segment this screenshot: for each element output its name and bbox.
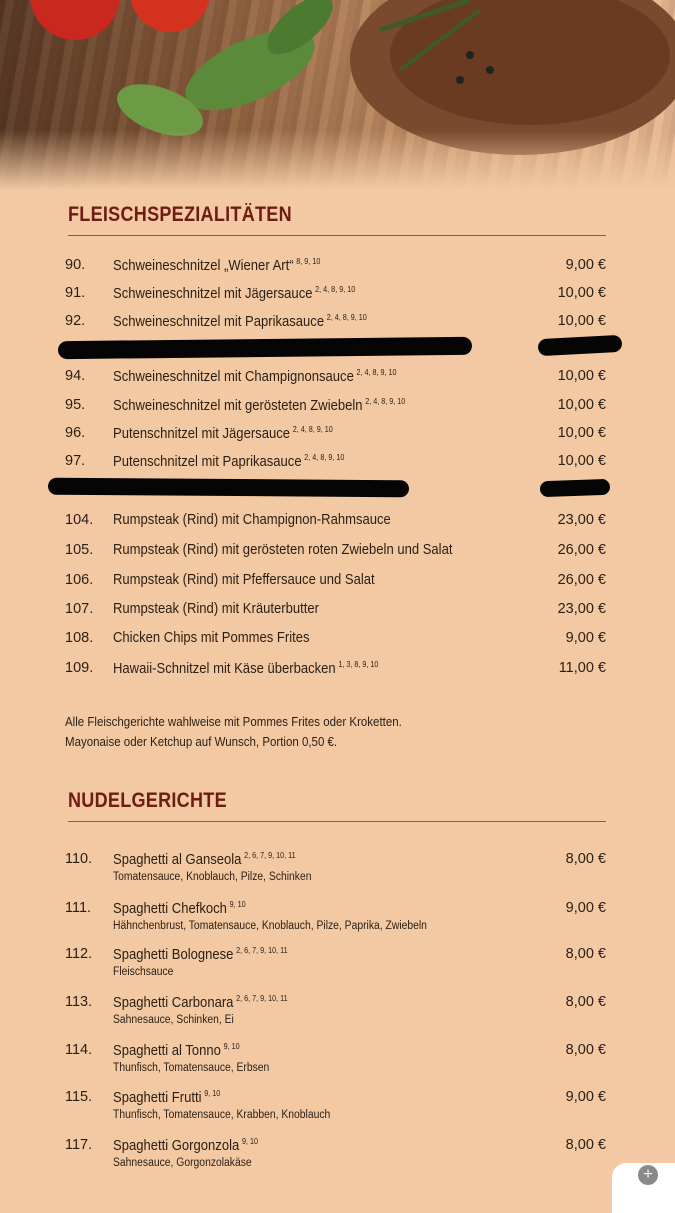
menu-item: [65, 397, 606, 421]
item-number: 106.: [65, 572, 94, 588]
section-divider: [68, 235, 606, 236]
item-price: 9,00 €: [565, 630, 606, 646]
section-title: FLEISCHSPEZIALITÄTEN: [68, 203, 292, 226]
menu-item: [65, 630, 606, 654]
item-number: 95.: [65, 397, 86, 413]
item-number: 112.: [65, 946, 93, 962]
item-price: 9,00 €: [565, 1089, 606, 1105]
menu-item: [65, 900, 606, 940]
item-name: Rumpsteak (Rind) mit Pfeffersauce und Salat: [113, 572, 375, 588]
allergen-codes: 2, 4, 8, 9, 10: [315, 285, 356, 294]
item-name: Putenschnitzel mit Paprikasauce $^{2, 4, 8, 9, 10}$: [113, 453, 345, 470]
item-price: 26,00 €: [557, 572, 606, 588]
item-price: 8,00 €: [565, 946, 606, 962]
item-price: 23,00 €: [557, 601, 606, 617]
item-name: Spaghetti Chefkoch $^{9, 10}$: [113, 900, 246, 917]
menu-item: [65, 572, 606, 596]
item-description: Thunfisch, Tomatensauce, Krabben, Knoblauch: [113, 1109, 331, 1121]
item-description: Thunfisch, Tomatensauce, Erbsen: [113, 1062, 270, 1074]
item-price: 10,00 €: [557, 453, 606, 469]
allergen-codes: 8, 9, 10: [296, 257, 321, 266]
item-name: Rumpsteak (Rind) mit Champignon-Rahmsauce: [113, 512, 391, 528]
item-price: 10,00 €: [557, 368, 606, 384]
item-name: Schweineschnitzel mit gerösteten Zwiebeln $^{2, 4, 8, 9, 10}$: [113, 397, 406, 414]
menu-item: [65, 851, 606, 891]
item-name: Spaghetti Gorgonzola $^{9, 10}$: [113, 1137, 258, 1154]
item-name: Schweineschnitzel mit Paprikasauce $^{2, 4, 8, 9, 10}$: [113, 313, 367, 330]
item-name: Spaghetti Frutti $^{9, 10}$: [113, 1089, 221, 1106]
item-number: 91.: [65, 285, 86, 301]
allergen-codes: 9, 10: [204, 1089, 221, 1098]
item-price: 10,00 €: [557, 285, 606, 301]
redaction-mark: [48, 478, 409, 498]
item-number: 90.: [65, 257, 86, 273]
item-price: 11,00 €: [558, 660, 606, 676]
header-food-photo: [0, 0, 675, 190]
item-price: 10,00 €: [557, 397, 606, 413]
item-name: Putenschnitzel mit Jägersauce $^{2, 4, 8, 9, 10}$: [113, 425, 333, 442]
floating-action-button[interactable]: [612, 1163, 675, 1213]
item-name: Schweineschnitzel mit Jägersauce $^{2, 4, 8, 9, 10}$: [113, 285, 356, 302]
allergen-codes: 2, 4, 8, 9, 10: [356, 368, 397, 377]
item-price: 8,00 €: [565, 851, 606, 867]
menu-item: [65, 946, 606, 986]
allergen-codes: 9, 10: [229, 900, 246, 909]
item-description: Tomatensauce, Knoblauch, Pilze, Schinken: [113, 871, 312, 883]
menu-item: [65, 601, 606, 625]
allergen-codes: 2, 4, 8, 9, 10: [304, 453, 345, 462]
item-price: 8,00 €: [565, 994, 606, 1010]
item-number: 110.: [65, 851, 93, 867]
item-price: 9,00 €: [565, 257, 606, 273]
item-number: 105.: [65, 542, 94, 558]
redaction-mark: [540, 479, 611, 497]
item-description: Sahnesauce, Schinken, Ei: [113, 1014, 234, 1026]
menu-item: [65, 994, 606, 1034]
menu-item: [65, 1042, 606, 1082]
item-name: Chicken Chips mit Pommes Frites: [113, 630, 310, 646]
allergen-codes: 9, 10: [223, 1042, 240, 1051]
allergen-codes: 2, 4, 8, 9, 10: [292, 425, 333, 434]
section-fleischspezialitaeten: [68, 203, 606, 236]
item-number: 115.: [65, 1089, 93, 1105]
allergen-codes: 1, 3, 8, 9, 10: [338, 660, 379, 669]
menu-item: [65, 512, 606, 536]
note-line: Mayonaise oder Ketchup auf Wunsch, Portion 0,50 €.: [65, 735, 338, 749]
menu-item: [65, 368, 606, 392]
item-number: 94.: [65, 368, 86, 384]
item-name: Spaghetti al Ganseola $^{2, 6, 7, 9, 10, 11}$: [113, 851, 296, 868]
item-number: 104.: [65, 512, 94, 528]
item-name: Hawaii-Schnitzel mit Käse überbacken $^{1, 3, 8, 9, 10}$: [113, 660, 379, 677]
menu-item: [65, 425, 606, 449]
menu-item: [65, 453, 606, 477]
menu-item: [65, 1089, 606, 1129]
menu-item: [65, 660, 606, 684]
item-number: 117.: [65, 1137, 93, 1153]
item-description: Hähnchenbrust, Tomatensauce, Knoblauch, Pilze, Paprika, Zwiebeln: [113, 920, 427, 932]
item-price: 10,00 €: [557, 425, 606, 441]
item-name: Rumpsteak (Rind) mit gerösteten roten Zwiebeln und Salat: [113, 542, 453, 558]
item-name: Spaghetti Carbonara $^{2, 6, 7, 9, 10, 11}$: [113, 994, 288, 1011]
item-number: 108.: [65, 630, 94, 646]
redaction-mark: [538, 335, 623, 356]
menu-item: [65, 1137, 606, 1177]
allergen-codes: 2, 6, 7, 9, 10, 11: [236, 994, 288, 1003]
item-price: 8,00 €: [565, 1042, 606, 1058]
item-name: Rumpsteak (Rind) mit Kräuterbutter: [113, 601, 319, 617]
redaction-mark: [58, 337, 472, 359]
menu-item: [65, 285, 606, 309]
item-number: 111.: [65, 900, 92, 916]
add-icon: +: [638, 1165, 658, 1185]
note-line: Alle Fleischgerichte wahlweise mit Pommes Frites oder Kroketten.: [65, 715, 402, 729]
side-dish-note: [65, 712, 402, 752]
allergen-codes: 2, 6, 7, 9, 10, 11: [244, 851, 296, 860]
item-name: Spaghetti Bolognese $^{2, 6, 7, 9, 10, 11}$: [113, 946, 288, 963]
item-number: 113.: [65, 994, 93, 1010]
menu-item: [65, 313, 606, 337]
item-number: 92.: [65, 313, 86, 329]
item-description: Fleischsauce: [113, 966, 174, 978]
section-title: NUDELGERICHTE: [68, 789, 227, 812]
item-number: 96.: [65, 425, 86, 441]
allergen-codes: 2, 4, 8, 9, 10: [326, 313, 367, 322]
section-nudelgerichte: [68, 789, 606, 822]
allergen-codes: 2, 6, 7, 9, 10, 11: [236, 946, 288, 955]
item-price: 8,00 €: [565, 1137, 606, 1153]
item-number: 109.: [65, 660, 94, 676]
allergen-codes: 2, 4, 8, 9, 10: [365, 397, 406, 406]
item-name: Schweineschnitzel „Wiener Art“ $^{8, 9, 10}$: [113, 257, 321, 274]
header-fade: [0, 130, 675, 190]
item-number: 114.: [65, 1042, 93, 1058]
menu-item: [65, 257, 606, 281]
item-price: 26,00 €: [557, 542, 606, 558]
item-number: 107.: [65, 601, 94, 617]
allergen-codes: 9, 10: [241, 1137, 258, 1146]
item-name: Schweineschnitzel mit Champignonsauce $^{2, 4, 8, 9, 10}$: [113, 368, 397, 385]
item-name: Spaghetti al Tonno $^{9, 10}$: [113, 1042, 240, 1059]
section-divider: [68, 821, 606, 822]
item-number: 97.: [65, 453, 86, 469]
item-price: 10,00 €: [557, 313, 606, 329]
item-price: 23,00 €: [557, 512, 606, 528]
item-price: 9,00 €: [565, 900, 606, 916]
menu-item: [65, 542, 606, 566]
item-description: Sahnesauce, Gorgonzolakäse: [113, 1157, 252, 1169]
